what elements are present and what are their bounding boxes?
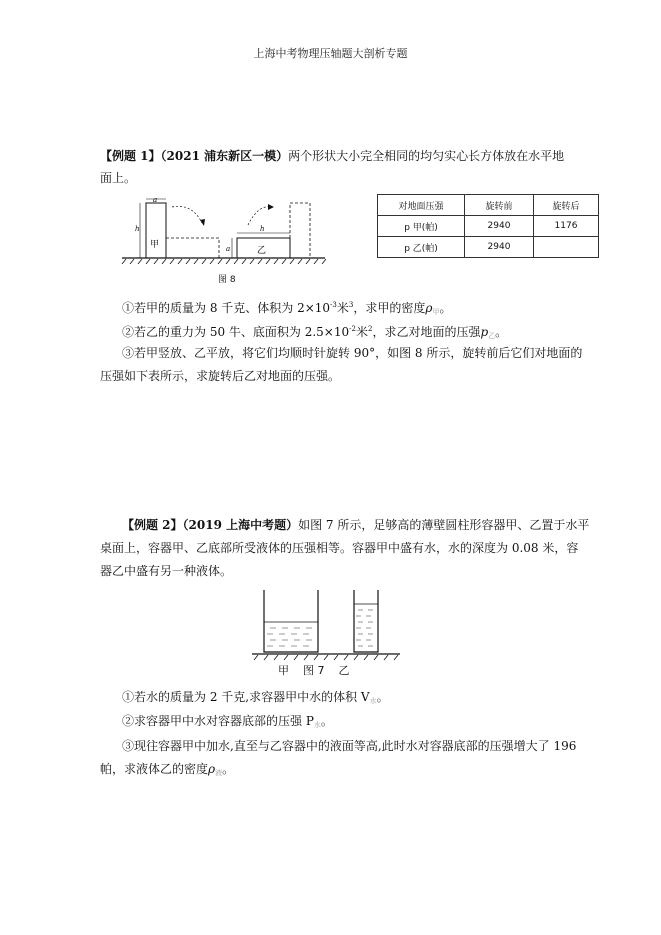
table-header: 对地面压强 [378,195,465,216]
table-cell: p 乙(帕) [378,237,465,258]
ex1-statement-line1: 【例题 1】（2021 浦东新区一模）两个形状大小完全相同的均匀实心长方体放在水平地 [100,149,565,163]
ex1-question-3-line1: ③若甲竖放、乙平放，将它们均顺时针旋转 90°，如图 8 所示，旋转前后它们对地面的 [122,346,583,360]
label-h-left: h [135,225,140,233]
ex2-statement-line3: 器乙中盛有另一种液体。 [100,564,233,578]
table-header-row [378,195,599,216]
table-cell: p 甲(帕) [378,216,465,237]
table-row [378,216,599,237]
table-header: 旋转前 [465,195,534,216]
ex2-question-1: ①若水的质量为 2 千克,求容器甲中水的体积 $V_水$。 [122,690,389,705]
table-header: 旋转后 [534,195,599,216]
label-a-left: a [226,245,231,253]
figure-7-caption: 甲 图 7 乙 [278,664,350,677]
figure-8-diagram [120,195,330,265]
label-jia: 甲 [150,240,160,250]
table-cell: 1176 [534,216,599,237]
ex1-question-1: ①若甲的质量为 8 千克、体积为 $2\times 10^{-3}$米$^3$，求甲的密度$\rho_甲$。 [122,301,452,316]
ex2-statement-line2: 桌面上，容器甲、乙底部所受液体的压强相等。容器甲中盛有水，水的深度为 0.08 米，容 [100,541,579,555]
ex2-question-3-line1: ③现往容器甲中加水,直至与乙容器中的液面等高,此时水对容器底部的压强增大了 196 [122,739,577,753]
figure-8-caption: 图 8 [218,275,236,285]
table-cell [534,237,599,258]
ex2-statement-line1: 【例题 2】（2019 上海中考题）如图 7 所示，足够高的薄壁圆柱形容器甲、乙置于水平 [122,518,590,532]
label-h-top: h [260,225,265,233]
ex2-question-2: ②求容器甲中水对容器底部的压强 $P_水$。 [122,714,333,729]
table-cell: 2940 [465,216,534,237]
ex1-statement-line2: 面上。 [100,171,137,185]
pressure-table [377,194,599,258]
label-a-top: a [153,196,158,204]
figure-7-diagram [250,588,410,660]
ex1-question-2: ②若乙的重力为 50 牛、底面积为 $2.5\times 10^{-2}$米$^2$，求乙对地面的压强$p_乙$。 [122,325,508,340]
table-row [378,237,599,258]
label-yi: 乙 [257,246,267,256]
ex2-question-3-line2: 帕，求液体乙的密度$\rho_液$。 [100,762,235,777]
container-yi [354,590,378,652]
ex1-question-3-line2: 压强如下表所示，求旋转后乙对地面的压强。 [100,369,341,383]
page-header: 上海中考物理压轴题大剖析专题 [253,47,408,60]
table-cell: 2940 [465,237,534,258]
